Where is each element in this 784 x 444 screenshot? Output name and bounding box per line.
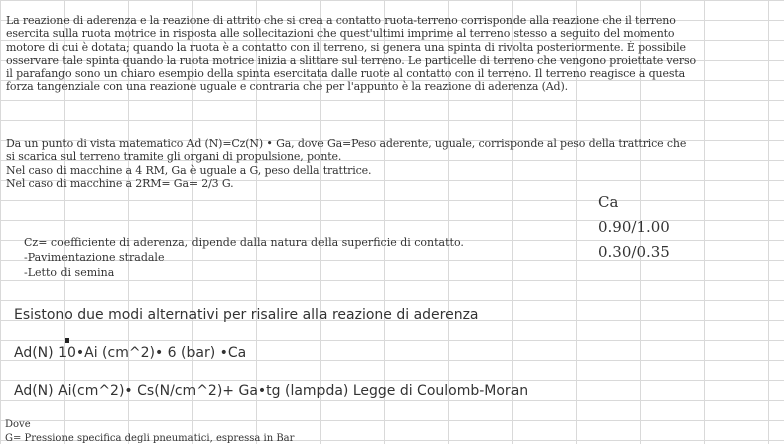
cz-definition-cell[interactable]: Cz= coefficiente di aderenza, dipende dalla natura della superficie di contatto. [24,236,464,249]
ca-value-cell[interactable]: 0.30/0.35 [598,243,670,261]
text-line: forza tangenziale con una reazione uguale e contraria che per l'appunto è la reazione di aderenza (Ad). [6,80,568,94]
text-line: esercita sulla ruota motrice in risposta alle sollecitazioni che quest'ultimi imprime al terreno stesso a seguito del momento [6,27,675,41]
text-line: Da un punto di vista matematico Ad (N)=Cz(N) • Ga, dove Ga=Peso aderente, uguale, corrisponde al peso della trattrice che [6,137,687,150]
text-line: osservare tale spinta quando la ruota motrice inizia a slittare sul terreno. Le particelle di terreno che vengono proiettate verso [6,53,696,67]
text-line: La reazione di aderenza e la reazione di attrito che si crea a contatto ruota-terreno corrisponde alla reazione che il terreno [6,14,676,27]
text-line: Nel caso di macchine a 4 RM, Ga è uguale a G, peso della trattrice. [6,163,372,177]
g-definition-cell[interactable]: G= Pressione specifica degli pneumatici, espressa in Bar [5,433,295,444]
ca-header-cell[interactable]: Ca [598,193,619,211]
formula-cell[interactable]: Ad(N) Ai(cm^2)• Cs(N/cm^2)+ Ga•tg (lampda) Legge di Coulomb-Moran [14,383,529,399]
ca-value-cell[interactable]: 0.90/1.00 [598,218,670,236]
text-line: Nel caso di macchine a 2RM= Ga= 2/3 G. [6,176,234,190]
cz-item-cell[interactable]: -Pavimentazione stradale [24,251,165,264]
text-line: si scarica sul terreno tramite gli organi di propulsione, ponte. [6,150,342,164]
cz-item-cell[interactable]: -Letto di semina [24,266,115,279]
math-paragraph [6,137,778,190]
aderenza-paragraph [6,14,778,94]
text-line: il parafango sono un chiaro esempio della spinta esercitata dalle ruote al contatto con il terreno. Il terreno reagisce a questa [6,67,685,81]
cell-cursor-marker [65,338,69,343]
dove-label-cell[interactable]: Dove [5,419,31,430]
formula-cell[interactable]: Ad(N) 10•Ai (cm^2)• 6 (bar) •Ca [14,345,247,361]
text-line: motore di cui è dotata; quando la ruota è a contatto con il terreno, si genera una spinta di rivolta posteriormente. È possibile [6,40,686,54]
methods-heading-cell[interactable]: Esistono due modi alternativi per risalire alla reazione di aderenza [14,307,479,323]
